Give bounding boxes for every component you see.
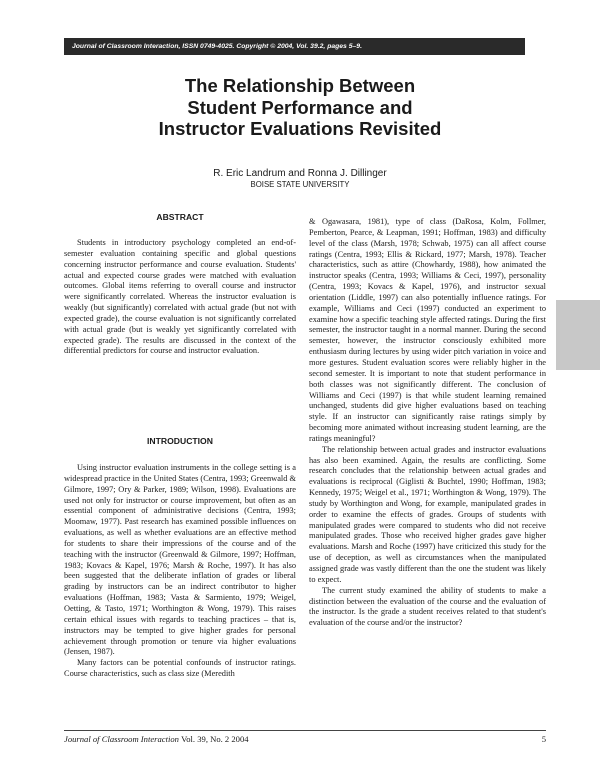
body-paragraph: The current study examined the ability of students to make a distinction between the evaluation of the course and the evaluation of the instructor. Is the grade a student receives related to that student's evaluation of the course and/or the instructor? xyxy=(309,585,546,628)
author-names: R. Eric Landrum and Ronna J. Dillinger xyxy=(213,168,387,179)
introduction-right-column xyxy=(309,217,546,629)
footer-journal-name: Journal of Classroom Interaction xyxy=(64,734,179,744)
abstract-body xyxy=(64,238,296,357)
title-line: Instructor Evaluations Revisited xyxy=(158,118,442,139)
page-number: 5 xyxy=(541,734,546,744)
body-paragraph: Many factors can be potential confounds of instructor ratings. Course characteristics, such as class size (Meredith xyxy=(64,658,296,679)
journal-citation-bar: Journal of Classroom Interaction, ISSN 0749-4025. Copyright © 2004, Vol. 39.2, pages 5–9. xyxy=(64,38,525,55)
abstract-text: Students in introductory psychology completed an end-of-semester evaluation containing specific and global questions concerning instructor performance and course evaluation. Students' actual and expected course grades were matched with evaluation outcomes. Global items referring to overall course and instructor were significantly correlated. Whereas the instructor evaluation is weakly (but significantly) correlated with actual grade (but not with expected grade), the course evaluation is not significantly correlated with actual grade (but is weakly yet significantly correlated with expected grade). The results are discussed in the context of the differential predictors for course and instructor evaluation. xyxy=(64,238,296,356)
title-line: The Relationship Between xyxy=(184,75,416,96)
body-paragraph: Using instructor evaluation instruments in the college setting is a widespread practice in the United States (Centra, 1993; Greenwald & Gilmore, 1997; Ory & Parker, 1989; Wilson, 1998). Evaluations are used not only for instructor or course improvement, but often as an essential component of administrative decisions (Centra, 1993; Moomaw, 1977). Past research has examined possible influences on evaluations, as well as whether evaluations are an effective method for students to share their impressions of the course and of the teaching with the instructor (Greenwald & Gilmore, 1997; Hoffman, 1983; Kovacs & Kapel, 1976; Marsh & Roche, 1997). It has also been suggested that the deliberate inflation of grades or liberal grading by instructors can be an indirect contributor to higher evaluations (Hoffman, 1983; Vasta & Sarmiento, 1979; Weigel, Oetting, & Tasto, 1971; Worthington & Wong, 1979). This raises certain ethical issues with regards to teaching practices – that is, instructors may be tempted to give higher grades for personal achievement through promotion or tenure via higher evaluations (Jensen, 1987). xyxy=(64,463,296,657)
body-paragraph: & Ogawasara, 1981), type of class (DaRosa, Kolm, Follmer, Pemberton, Pearce, & Leapman, 1991; Hoffman, 1983) and difficulty level of the class (Marsh, 1978; Schwab, 1975) can all affect course ratings (Centra, 1993; Ellis & Rickard, 1977; Marsh, 1978). Teacher characteristics, such as attire (Chowhardy, 1988), how animated the instructor speaks (Centra, 1993; Williams & Ceci, 1997), personality (Centra, 1993; Kovacs & Kapel, 1976), and instructor sexual orientation (Liddle, 1997) can also potentially influence ratings. For example, Williams and Ceci (1997) conducted an experiment to examine how a specific teaching style affected ratings. During the first semester, the instructor taught in a normal manner. During the second semester, however, the instructor consciously exhibited more enthusiasm during lectures by using wider pitch variation in voice and more gestures. Student evaluation scores were reliably higher in the second semester. It is important to note that student performance in both classes was not significantly different. The conclusion of Williams and Ceci (1997) is that while student learning remained unchanged, students did give higher evaluations based on teaching style. If an instructor can significantly raise ratings simply by becoming more animated without increasing student learning, are the ratings meaningful? xyxy=(309,217,546,443)
introduction-left-column xyxy=(64,463,296,680)
footer-journal xyxy=(64,734,249,744)
article-title xyxy=(64,75,536,140)
footer-volume: Vol. 39, No. 2 2004 xyxy=(181,734,249,744)
title-line: Student Performance and xyxy=(187,96,413,118)
abstract-heading: ABSTRACT xyxy=(156,212,204,222)
footer-divider xyxy=(64,730,546,731)
author-affiliation: BOISE STATE UNIVERSITY xyxy=(250,180,350,189)
page-edge-tab xyxy=(556,300,600,370)
body-paragraph: The relationship between actual grades and instructor evaluations has also been examined. Again, the results are conflicting. Some research concludes that the relationship between actual grades and evaluations is reciprocal (Giglisti & Buchtel, 1990; Hoffman, 1983; Kennedy, 1975; Weigel et al., 1971; Worthington & Wong, 1979). The study by Worthington and Wong, for example, manipulated grades in order to examine the effects of grades. Groups of students with manipulated grades were compared to students who did not receive manipulated grades. Those who received higher grades gave higher evaluations. Marsh and Roche (1997) have criticized this study for the use of deception, as well as circumstances when the manipulated assigned grade was vastly different than the one the student was likely to expect. xyxy=(309,444,546,584)
introduction-heading: INTRODUCTION xyxy=(147,436,213,446)
